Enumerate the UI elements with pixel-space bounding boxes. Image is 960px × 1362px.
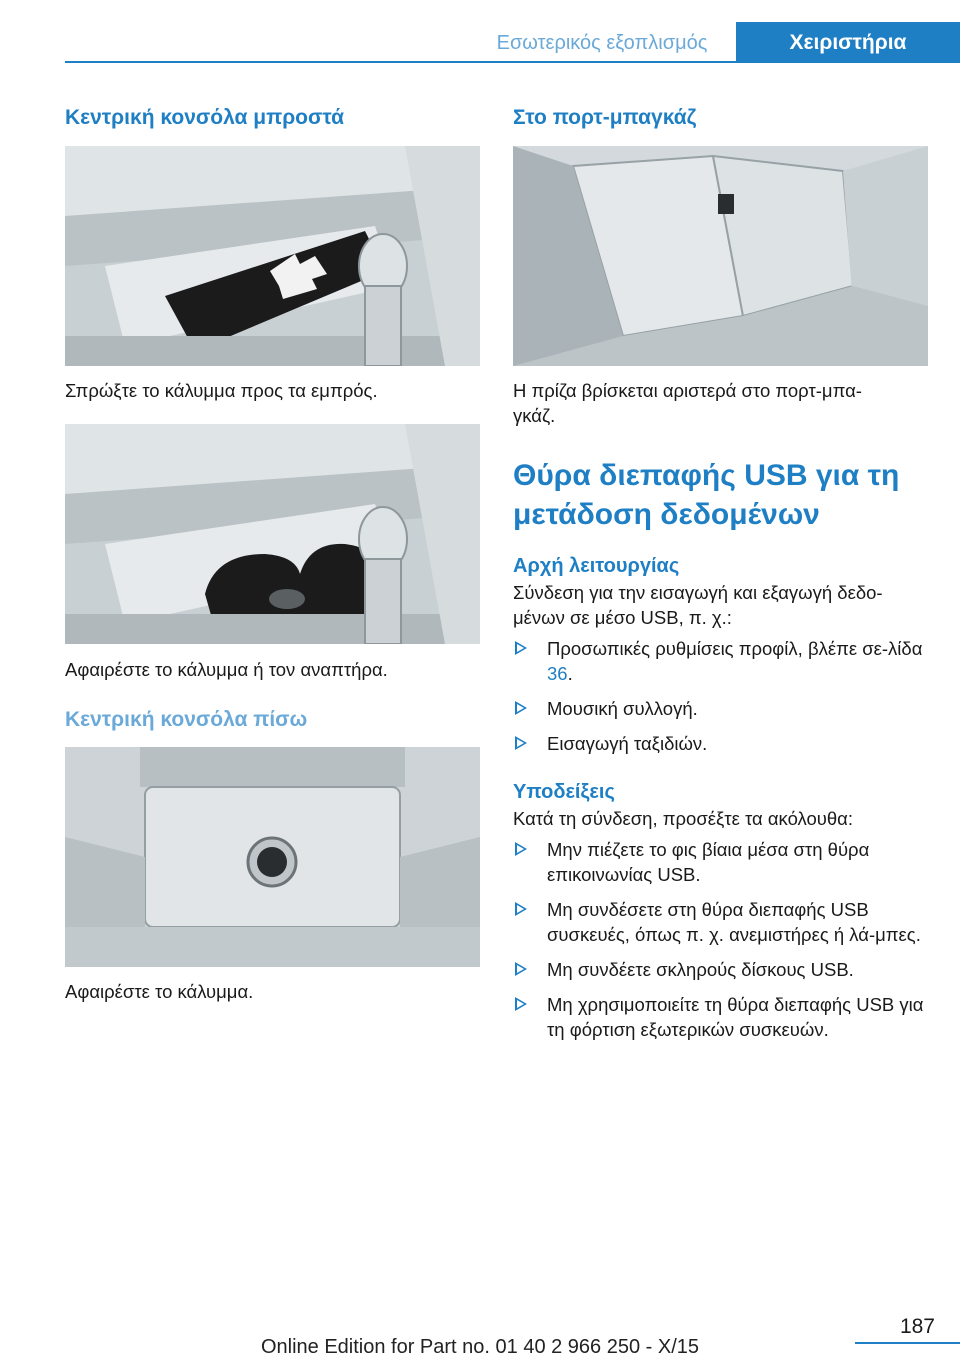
list-item-tail: . [567,663,573,684]
bullet-triangle-icon [515,641,527,655]
header-chapter-tab[interactable]: Χειριστήρια [736,22,960,63]
left-column [65,100,480,1004]
heading-usb-interface: Θύρα διεπαφής USB για τη μετάδοση δεδομένων [513,459,900,531]
caption-remove-cover-rear: Αφαιρέστε το κάλυμμα. [65,981,254,1002]
image-front-console-cover [65,146,480,366]
list-item [513,837,928,887]
caption-push-cover: Σπρώξτε το κάλυμμα προς τα εμπρός. [65,380,378,401]
caption-remove-cover-lighter: Αφαιρέστε το κάλυμμα ή τον αναπτήρα. [65,659,388,680]
text-notes: Κατά τη σύνδεση, προσέξτε τα ακόλουθα: [513,808,854,829]
bullet-triangle-icon [515,997,527,1011]
heading-principle: Αρχή λειτουργίας [513,555,680,577]
list-item [513,992,928,1042]
page-link[interactable]: 36 [547,663,568,684]
bullet-triangle-icon [515,902,527,916]
list-item-text: Μη χρησιμοποιείτε τη θύρα διεπαφής USB για τη φόρτιση εξωτερικών συσκευών. [547,994,924,1040]
list-item-text: Μην πιέζετε το φις βίαια μέσα στη θύρα επικοινωνίας USB. [547,839,870,885]
bullet-triangle-icon [515,842,527,856]
heading-center-console-rear: Κεντρική κονσόλα πίσω [65,708,308,731]
heading-center-console-front: Κεντρική κονσόλα μπροστά [65,106,345,129]
list-item [513,897,928,947]
footer-edition: Online Edition for Part no. 01 40 2 966 250 - X/15 [260,1336,700,1358]
list-item [513,957,928,982]
page-number: 187 [899,1315,935,1338]
list-notes [513,837,928,1042]
image-rear-console-socket [65,747,480,967]
list-item [513,731,928,756]
list-item-text: Εισαγωγή ταξιδιών. [547,733,708,754]
bullet-triangle-icon [515,701,527,715]
list-item [513,636,928,686]
header-section-title: Εσωτερικός εξοπλισμός [496,32,708,54]
list-item-text: Μουσική συλλογή. [547,698,698,719]
list-item-text: Προσωπικές ρυθμίσεις προφίλ, βλέπε σε-λίδα [547,638,923,659]
image-front-console-cupholder [65,424,480,644]
bullet-triangle-icon [515,962,527,976]
bullet-triangle-icon [515,736,527,750]
heading-notes: Υποδείξεις [513,781,615,803]
image-trunk-socket [513,146,928,366]
list-item-text: Μη συνδέσετε στη θύρα διεπαφής USB συσκευές, όπως π. χ. ανεμιστήρες ή λά-μπες. [547,899,921,945]
list-item [513,696,928,721]
text-principle: Σύνδεση για την εισαγωγή και εξαγωγή δεδο-μένων σε μέσο USB, π. χ.: [513,582,883,628]
heading-in-trunk: Στο πορτ-μπαγκάζ [513,106,697,129]
right-column [513,100,928,1042]
text-socket-location: Η πρίζα βρίσκεται αριστερά στο πορτ-μπα- γκάζ. [513,380,862,426]
list-principle [513,636,928,756]
list-item-text: Μη συνδέετε σκληρούς δίσκους USB. [547,959,854,980]
